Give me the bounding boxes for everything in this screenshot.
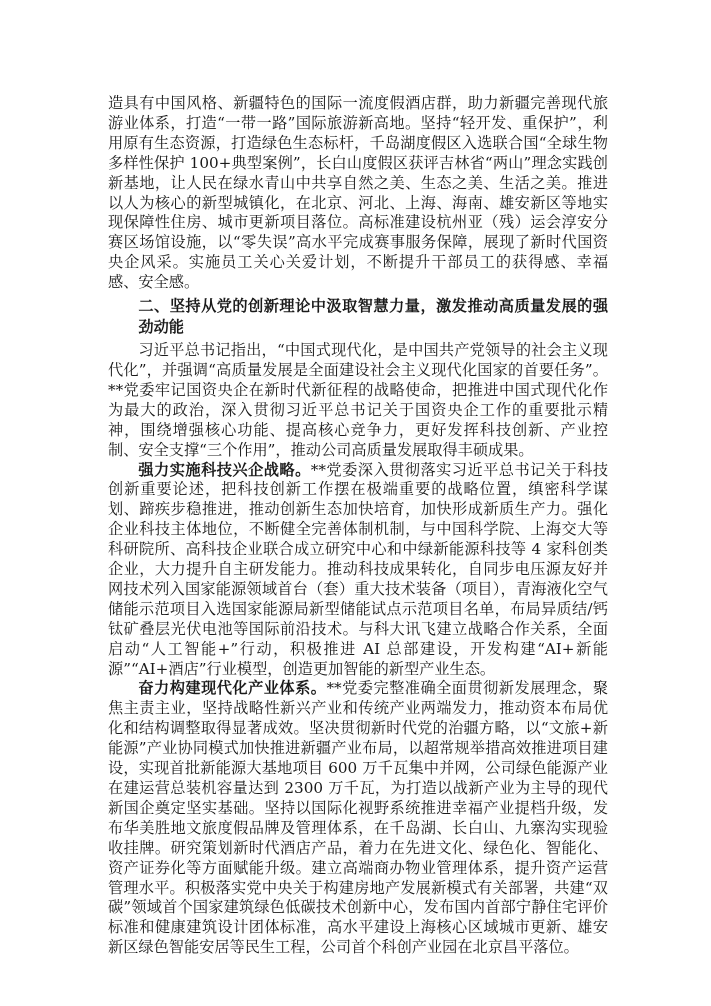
- paragraph-body-tech: **党委深入贯彻落实习近平总书记关于科技创新重要论述，把科技创新工作摆在极端重要的战略位置，缜密科学谋划、蹄疾步稳推进，推动创新生态加快培育，加快形成新质生产力。强化企业科技主体地位，不断健全完善体制机制，与中国科学院、上海交大等科研院所、高科技企业联合成立研究中心和中绿新能源科技等 4 家科创类企业，大力提升自主研发能力。推动科技成果转化，自同步电压源友好并网技术列入国家能源领域首台（套）重大技术装备（项目），青海液化空气储能示范项目入选国家能源局新型储能试点示范项目名单，布局异质结/钙钛矿叠层光伏电池等国际前沿技术。与科大讯飞建立战略合作关系，全面启动“人工智能+”行动，积极推进 AI 总部建设，开发构建“AI+新能源”“AI+酒店”行业模型，创造更加智能的新型产业生态。: [108, 460, 609, 678]
- paragraph-lead-industry: 奋力构建现代化产业体系。: [138, 679, 327, 698]
- paragraph-modernization: 习近平总书记指出，“中国式现代化，是中国共产党领导的社会主义现代化”，并强调“高质量发展是全面建设社会主义现代化国家的首要任务”。**党委牢记国资央企在新时代新征程的战略使命，把推进中国式现代化作为最大的政治，深入贯彻习近平总书记关于国资央企工作的重要批示精神，围绕增强核心功能、提高核心竞争力，更好发挥科技创新、产业控制、安全支撑“三个作用”，推动公司高质量发展取得丰硕成果。: [108, 341, 608, 459]
- paragraph-industry-system: [108, 679, 608, 958]
- paragraph-tech-innovation: [108, 461, 608, 680]
- section-heading: 二、坚持从党的创新理论中汲取智慧力量，激发推动高质量发展的强劲动能: [138, 297, 608, 337]
- paragraph-lead-tech: 强力实施科技兴企战略。: [138, 460, 311, 479]
- paragraph-body-industry: **党委完整准确全面贯彻新发展理念，聚焦主责主业，坚持战略性新兴产业和传统产业两端发力，推动资本布局优化和结构调整取得显著成效。坚决贯彻新时代党的治疆方略，以“文旅+新能源”产业协同模式加快推进新疆产业布局，以超常规举措高效推进项目建设，实现首批新能源大基地项目 600 万千瓦集中并网，公司绿色能源产业在建运营总装机容量达到 2300 万千瓦，为打造以战新产业为主导的现代新国企奠定坚实基础。坚持以国际化视野系统推进幸福产业提档升级，发布华美胜地文旅度假品牌及管理体系，在千岛湖、长白山、九寨沟实现验收挂牌。研究策划新时代酒店产品，着力在先进文化、绿色化、智能化、资产证券化等方面赋能升级。建立高端商办物业管理体系，提升资产运营管理水平。积极落实党中央关于构建房地产发展新模式有关部署，共建“双碳”领域首个国家建筑绿色低碳技术创新中心，发布国内首部宁静住宅评价标准和健康建筑设计团体标准，高水平建设上海核心区域城市更新、雄安新区绿色智能安居等民生工程，公司首个科创产业园在北京昌平落位。: [108, 679, 609, 957]
- paragraph-tourism-ecology: 造具有中国风格、新疆特色的国际一流度假酒店群，助力新疆完善现代旅游业体系，打造“一带一路”国际旅游新高地。坚持“轻开发、重保护”，利用原有生态资源，打造绿色生态标杆，千岛湖度假区入选联合国“全球生物多样性保护 100+典型案例”，长白山度假区获评吉林省“两山”理念实践创新基地，让人民在绿水青山中共享自然之美、生态之美、生活之美。推进以人为核心的新型城镇化，在北京、河北、上海、海南、雄安新区等地实现保障性住房、城市更新项目落位。高标准建设杭州亚（残）运会淳安分赛区场馆设施，以“零失误”高水平完成赛事服务保障，展现了新时代国资央企风采。实施员工关心关爱计划，不断提升干部员工的获得感、幸福感、安全感。: [108, 94, 608, 292]
- document-page: [108, 94, 608, 958]
